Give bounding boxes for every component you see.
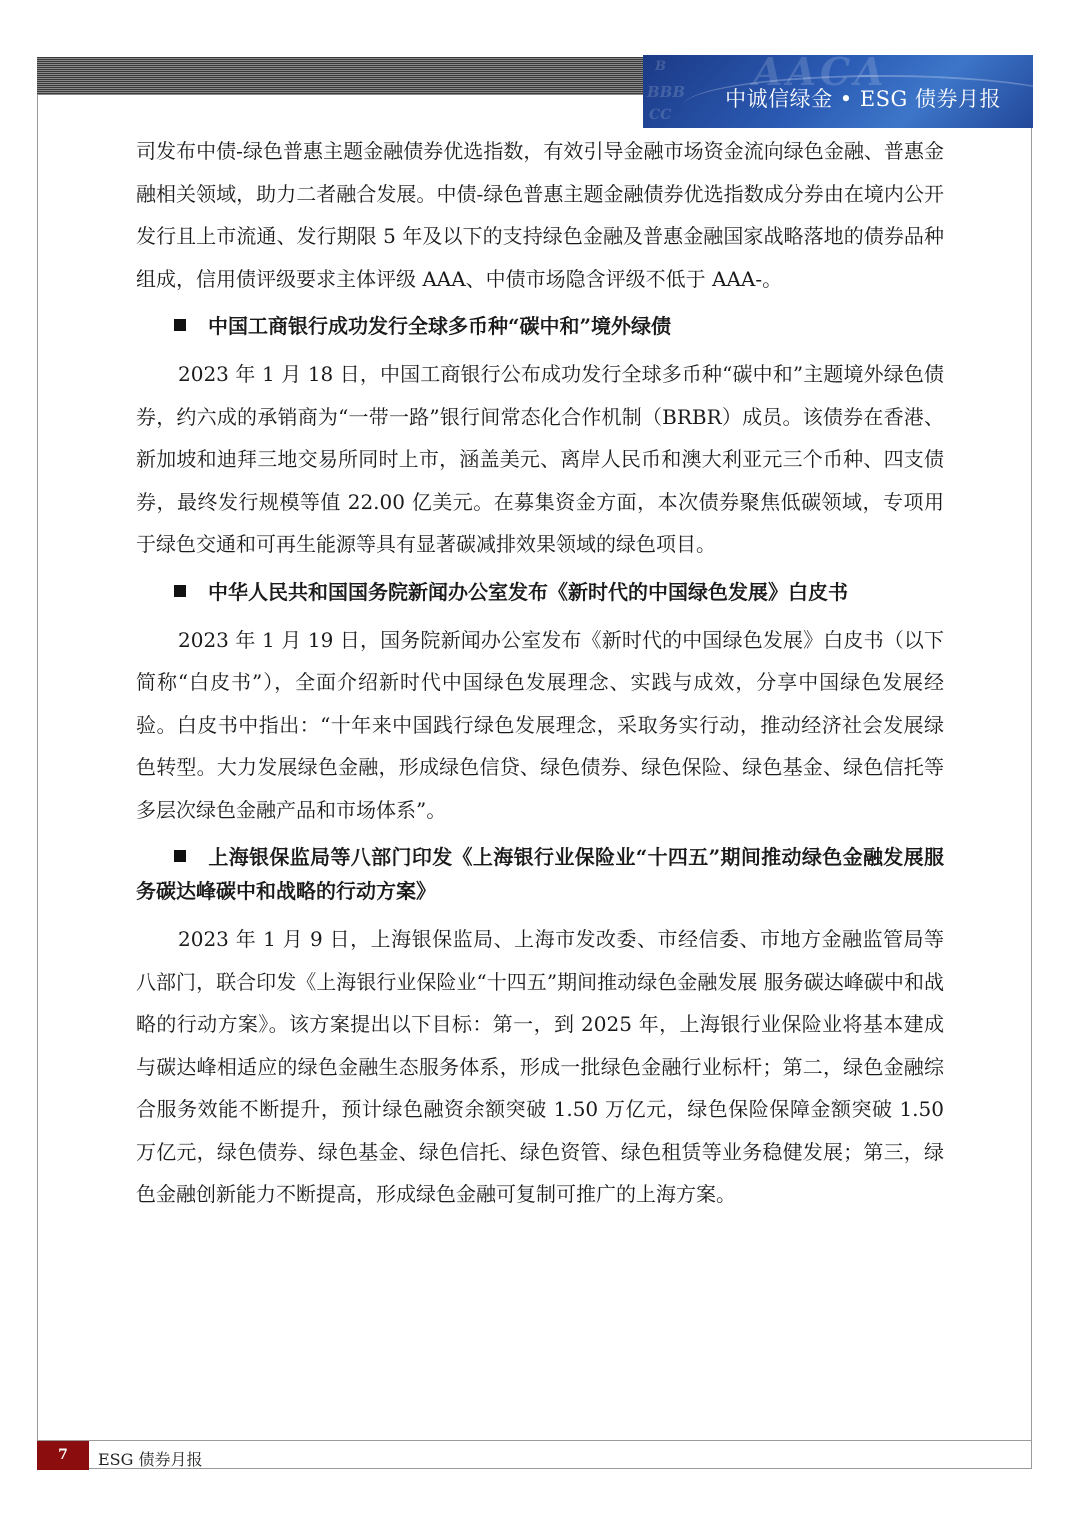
- footer-divider: [37, 1440, 1032, 1441]
- section-heading-text: 上海银保监局等八部门印发《上海银行业保险业“十四五”期间推动绿色金融发展服务碳达峰碳中和战略的行动方案》: [136, 845, 944, 903]
- section-heading-text: 中华人民共和国国务院新闻办公室发布《新时代的中国绿色发展》白皮书: [208, 579, 848, 604]
- footer-label: ESG 债券月报: [98, 1450, 203, 1469]
- banner-deco-small-1: BBB: [647, 83, 686, 101]
- square-bullet-icon: [174, 850, 186, 862]
- header-banner: [643, 55, 1033, 128]
- section-heading-icbc: [136, 309, 944, 343]
- section-body-icbc: 2023 年 1 月 18 日，中国工商银行公布成功发行全球多币种“碳中和”主题境外绿色债券，约六成的承销商为“一带一路”银行间常态化合作机制（BRBR）成员。该债券在香港、新加坡和迪拜三地交易所同时上市，涵盖美元、离岸人民币和澳大利亚元三个币种、四支债券，最终发行规模等值 22.00 亿美元。在募集资金方面，本次债券聚焦低碳领域，专项用于绿色交通和可再生能源等具有显著碳减排效果领域的绿色项目。: [136, 362, 944, 556]
- section-body-shanghai: 2023 年 1 月 9 日，上海银保监局、上海市发改委、市经信委、市地方金融监管局等八部门，联合印发《上海银行业保险业“十四五”期间推动绿色金融发展 服务碳达峰碳中和战略的行动方案》。该方案提出以下目标：第一，到 2025 年，上海银行业保险业将基本建成与碳达峰相适应的绿色金融生态服务体系，形成一批绿色金融行业标杆；第二，绿色金融综合服务效能不断提升，预计绿色融资余额突破 1.50 万亿元，绿色保险保障金额突破 1.50 万亿元，绿色债券、绿色基金、绿色信托、绿色资管、绿色租赁等业务稳健发展；第三，绿色金融创新能力不断提高，形成绿色金融可复制可推广的上海方案。: [136, 927, 944, 1206]
- banner-deco-small-3: B: [655, 59, 666, 74]
- banner-deco-letters: AACA: [753, 55, 888, 94]
- section-body-whitepaper: 2023 年 1 月 19 日，国务院新闻办公室发布《新时代的中国绿色发展》白皮书（以下简称“白皮书”），全面介绍新时代中国绿色发展理念、实践与成效，分享中国绿色发展经验。白皮书中指出：“十年来中国践行绿色发展理念，采取务实行动，推动经济社会发展绿色转型。大力发展绿色金融，形成绿色信贷、绿色债券、绿色保险、绿色基金、绿色信托等多层次绿色金融产品和市场体系”。: [136, 627, 944, 822]
- article-content: [136, 130, 944, 1216]
- section-heading-shanghai: [136, 840, 944, 908]
- section-heading-whitepaper: [136, 575, 944, 609]
- intro-paragraph: 司发布中债-绿色普惠主题金融债券优选指数，有效引导金融市场资金流向绿色金融、普惠金融相关领域，助力二者融合发展。中债-绿色普惠主题金融债券优选指数成分券由在境内公开发行且上市流通、发行期限 5 年及以下的支持绿色金融及普惠金融国家战略落地的债券品种组成，信用债评级要求主体评级 AAA、中债市场隐含评级不低于 AAA-。: [136, 139, 944, 291]
- square-bullet-icon: [174, 585, 186, 597]
- section-heading-text: 中国工商银行成功发行全球多币种“碳中和”境外绿债: [208, 314, 672, 338]
- page-number: 7: [37, 1441, 89, 1470]
- header-title: 中诚信绿金 • ESG 债券月报: [725, 87, 1001, 111]
- square-bullet-icon: [174, 319, 186, 331]
- header-hatch-bar: [37, 57, 643, 95]
- banner-deco-small-2: CC: [649, 107, 672, 123]
